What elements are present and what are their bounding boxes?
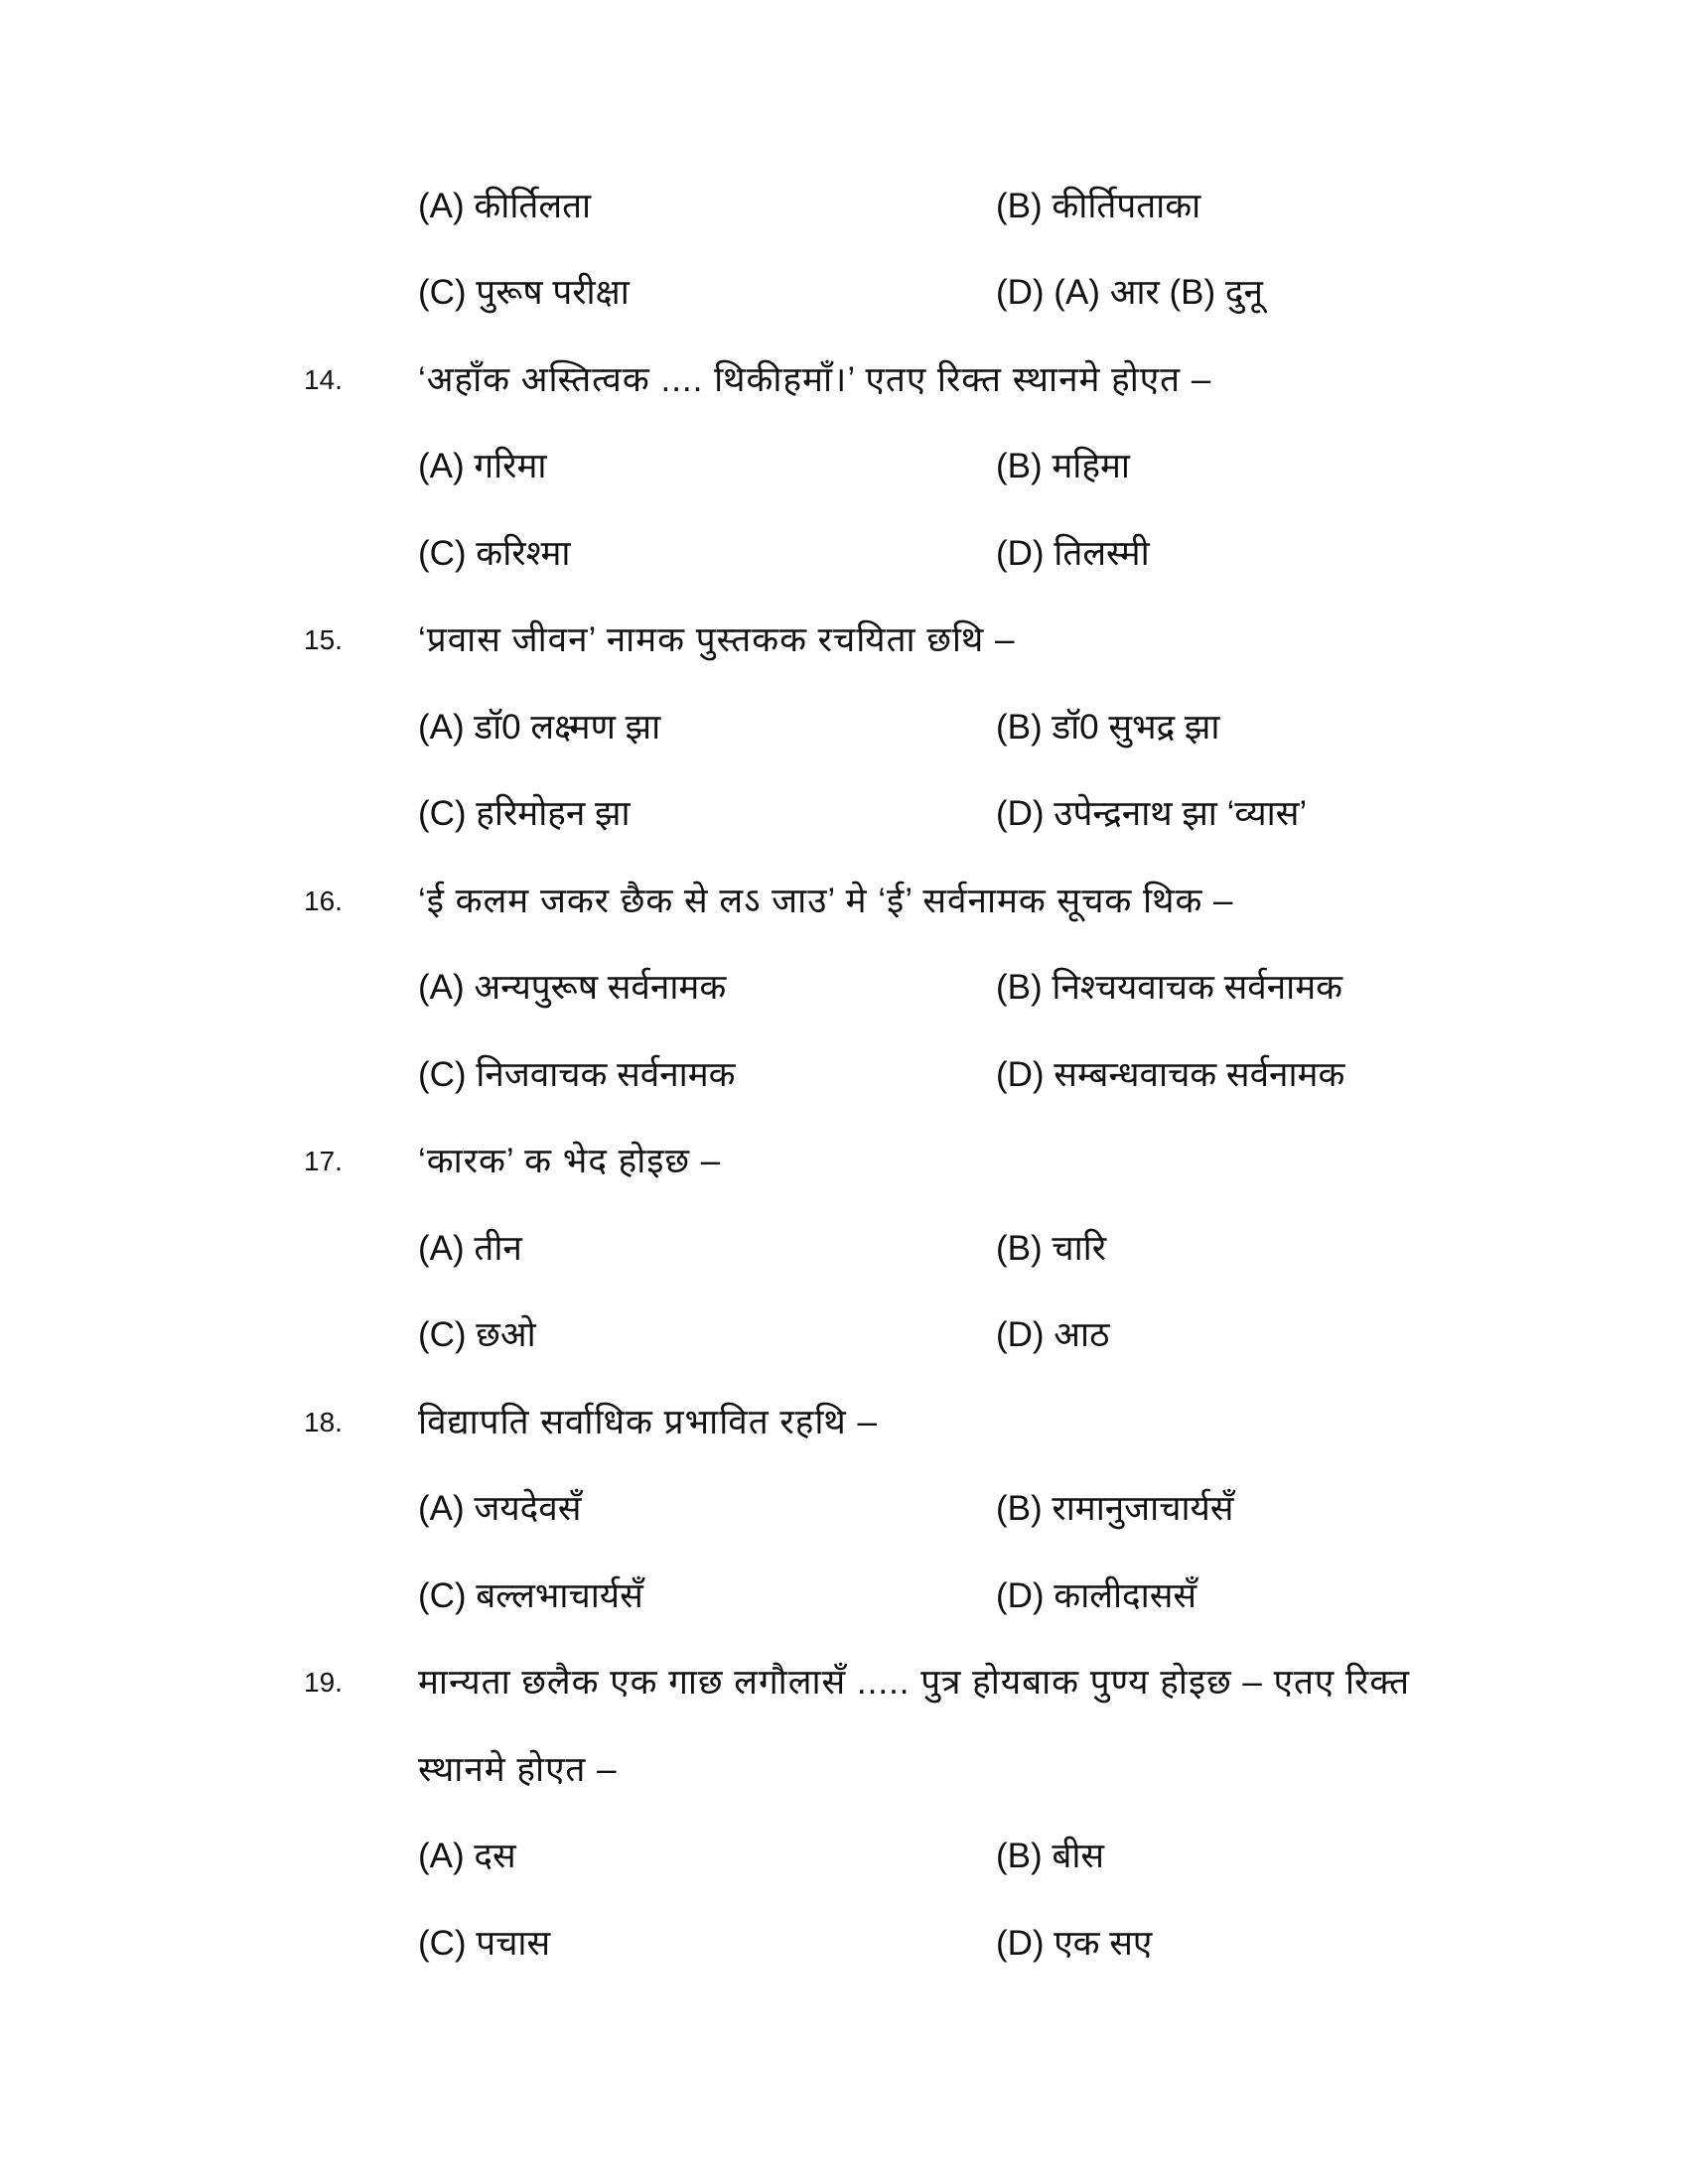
question-15 [0,598,1688,685]
option-b[interactable]: (B) चारि [996,1228,1107,1268]
option-c[interactable]: (C) बल्लभाचार्यसँ [418,1575,643,1615]
question-number: 18. [304,1406,343,1437]
option-d[interactable]: (D) (A) आर (B) दुनू [996,273,1263,313]
question-number: 14. [304,363,343,395]
option-row [0,1031,1688,1119]
option-a[interactable]: (A) अन्यपुरूष सर्वनामक [418,968,727,1008]
option-a[interactable]: (A) कीर्तिलता [418,186,592,225]
question-text: ‘ई कलम जकर छैक से लऽ जाउ’ मे ‘ई’ सर्वनामक सूचक थिक – [418,881,1234,920]
option-c[interactable]: (C) निजवाचक सर्वनामक [418,1054,736,1094]
question-number: 19. [304,1667,343,1699]
question-number: 16. [304,885,343,916]
question-18 [0,1379,1688,1466]
option-b[interactable]: (B) डॉ0 सुभद्र झा [996,707,1220,747]
option-b[interactable]: (B) कीर्तिपताका [996,186,1201,225]
question-number: 15. [304,624,343,656]
option-d[interactable]: (D) आठ [996,1315,1110,1355]
option-d[interactable]: (D) तिलस्मी [996,533,1150,573]
option-a[interactable]: (A) तीन [418,1228,522,1268]
question-text: विद्यापति सर्वाधिक प्रभावित रहथि – [418,1402,878,1441]
option-b[interactable]: (B) रामानुजाचार्यसँ [996,1489,1234,1529]
option-a[interactable]: (A) जयदेवसँ [418,1489,582,1529]
option-a[interactable]: (A) दस [418,1837,516,1876]
question-sheet [0,163,1688,1987]
option-row [0,250,1688,338]
option-b[interactable]: (B) बीस [996,1837,1105,1876]
option-row [0,424,1688,511]
option-d[interactable]: (D) सम्बन्धवाचक सर्वनामक [996,1054,1345,1094]
option-c[interactable]: (C) पचास [418,1923,551,1963]
question-text: ‘प्रवास जीवन’ नामक पुस्तकक रचयिता छथि – [418,620,1016,660]
option-row [0,1293,1688,1380]
question-text: मान्यता छलैक एक गाछ लगौलासँ ..... पुत्र होयबाक पुण्य होइछ – एतए रिक्त [418,1663,1411,1703]
option-c[interactable]: (C) पुरूष परीक्षा [418,273,630,313]
option-row [0,1466,1688,1554]
option-row [0,1553,1688,1640]
question-19-continued [0,1726,1688,1814]
option-row [0,684,1688,771]
option-c[interactable]: (C) छओ [418,1315,536,1355]
option-a[interactable]: (A) डॉ0 लक्ष्मण झा [418,707,661,747]
option-b[interactable]: (B) महिमा [996,447,1130,486]
option-d[interactable]: (D) कालीदाससँ [996,1575,1197,1615]
option-d[interactable]: (D) एक सए [996,1923,1153,1963]
option-b[interactable]: (B) निश्चयवाचक सर्वनामक [996,968,1343,1008]
option-a[interactable]: (A) गरिमा [418,447,547,486]
question-text-continued: स्थानमे होएत – [418,1749,618,1789]
question-text: ‘अहाँक अस्तित्वक .... थिकीहमाँ।’ एतए रिक्त स्थानमे होएत – [418,359,1212,399]
question-16 [0,858,1688,945]
option-c[interactable]: (C) करिश्मा [418,533,571,573]
question-number: 17. [304,1146,343,1177]
option-row [0,1814,1688,1901]
option-row [0,510,1688,598]
option-row [0,1205,1688,1293]
question-19 [0,1640,1688,1727]
question-17 [0,1119,1688,1206]
option-row [0,945,1688,1032]
option-c[interactable]: (C) हरिमोहन झा [418,794,631,834]
option-row [0,771,1688,859]
question-14 [0,337,1688,424]
option-row [0,1900,1688,1987]
option-d[interactable]: (D) उपेन्द्रनाथ झा ‘व्यास’ [996,794,1308,834]
question-text: ‘कारक’ क भेद होइछ – [418,1142,722,1181]
option-row [0,163,1688,250]
